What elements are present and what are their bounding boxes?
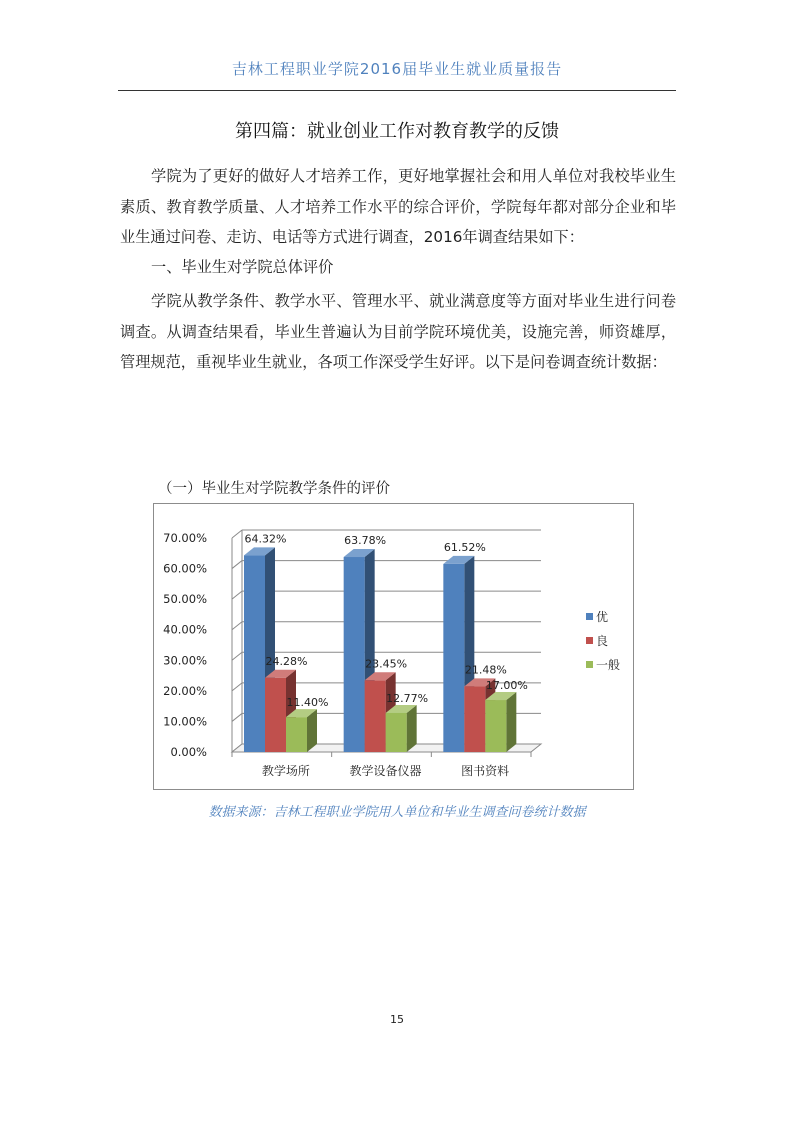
x-category-label: 教学设备仪器 xyxy=(349,764,422,778)
legend-swatch xyxy=(586,613,593,620)
body-paragraph: 学院从教学条件、教学水平、管理水平、就业满意度等方面对毕业生进行问卷调查。从调查结果看，毕业生普遍认为目前学院环境优美，设施完善，师资雄厚，管理规范，重视毕业生就业，各项工作深受学生好评。以下是问卷调查统计数据： xyxy=(120,292,676,372)
data-label: 17.00% xyxy=(485,679,528,693)
y-tick-label: 40.00% xyxy=(163,622,207,637)
bar-良 xyxy=(365,680,386,752)
y-tick-label: 0.00% xyxy=(170,745,207,759)
bar-优 xyxy=(244,555,265,752)
chart-canvas xyxy=(154,504,633,789)
gridline-side xyxy=(232,561,242,569)
gridline-side xyxy=(232,591,242,599)
chart-title: （一）毕业生对学院教学条件的评价 xyxy=(158,481,390,497)
y-tick-label: 30.00% xyxy=(163,653,207,668)
bar-一般 xyxy=(386,713,407,752)
data-label: 64.32% xyxy=(244,532,287,546)
subheading: 一、毕业生对学院总体评价 xyxy=(151,258,334,276)
bar-chart xyxy=(153,503,634,790)
page-number: 15 xyxy=(390,1013,404,1026)
data-label: 12.77% xyxy=(386,691,429,705)
header-rule xyxy=(118,90,676,91)
y-tick-label: 20.00% xyxy=(163,683,207,698)
bar-优 xyxy=(344,557,365,752)
x-category-label: 教学场所 xyxy=(261,764,310,778)
y-tick-label: 10.00% xyxy=(163,714,207,729)
data-label: 21.48% xyxy=(464,663,507,677)
bar-side-一般 xyxy=(506,692,516,752)
legend-label: 良 xyxy=(596,634,609,648)
header-title: 吉林工程职业学院2016届毕业生就业质量报告 xyxy=(231,60,563,78)
y-tick-label: 70.00% xyxy=(163,531,207,545)
bar-side-一般 xyxy=(407,705,417,752)
legend-swatch xyxy=(586,661,593,668)
gridline-side xyxy=(232,683,242,691)
source-note: 数据来源：吉林工程职业学院用人单位和毕业生调查问卷统计数据 xyxy=(208,805,586,820)
y-tick-label: 50.00% xyxy=(163,592,207,607)
legend-label: 一般 xyxy=(596,658,621,672)
bar-良 xyxy=(464,686,485,752)
y-tick-label: 60.00% xyxy=(163,561,207,576)
data-label: 61.52% xyxy=(443,540,486,554)
bar-一般 xyxy=(485,700,506,752)
gridline-side xyxy=(232,652,242,660)
section-title: 第四篇：就业创业工作对教育教学的反馈 xyxy=(235,121,559,142)
intro-paragraph: 学院为了更好的做好人才培养工作，更好地掌握社会和用人单位对我校毕业生素质、教育教学质量、人才培养工作水平的综合评价，学院每年都对部分企业和毕业生通过问卷、走访、电话等方式进行调查，2016年调查结果如下： xyxy=(120,167,676,247)
legend-label: 优 xyxy=(596,610,609,624)
legend-swatch xyxy=(586,637,593,644)
data-label: 63.78% xyxy=(344,534,387,548)
gridline-side xyxy=(232,530,242,538)
data-label: 24.28% xyxy=(265,654,308,668)
data-label: 23.45% xyxy=(365,657,408,671)
gridline-side xyxy=(232,713,242,721)
bar-良 xyxy=(265,678,286,752)
gridline-side xyxy=(232,622,242,630)
x-category-label: 图书资料 xyxy=(461,764,510,778)
bar-一般 xyxy=(286,717,307,752)
data-label: 11.40% xyxy=(286,696,329,710)
bar-优 xyxy=(443,564,464,752)
